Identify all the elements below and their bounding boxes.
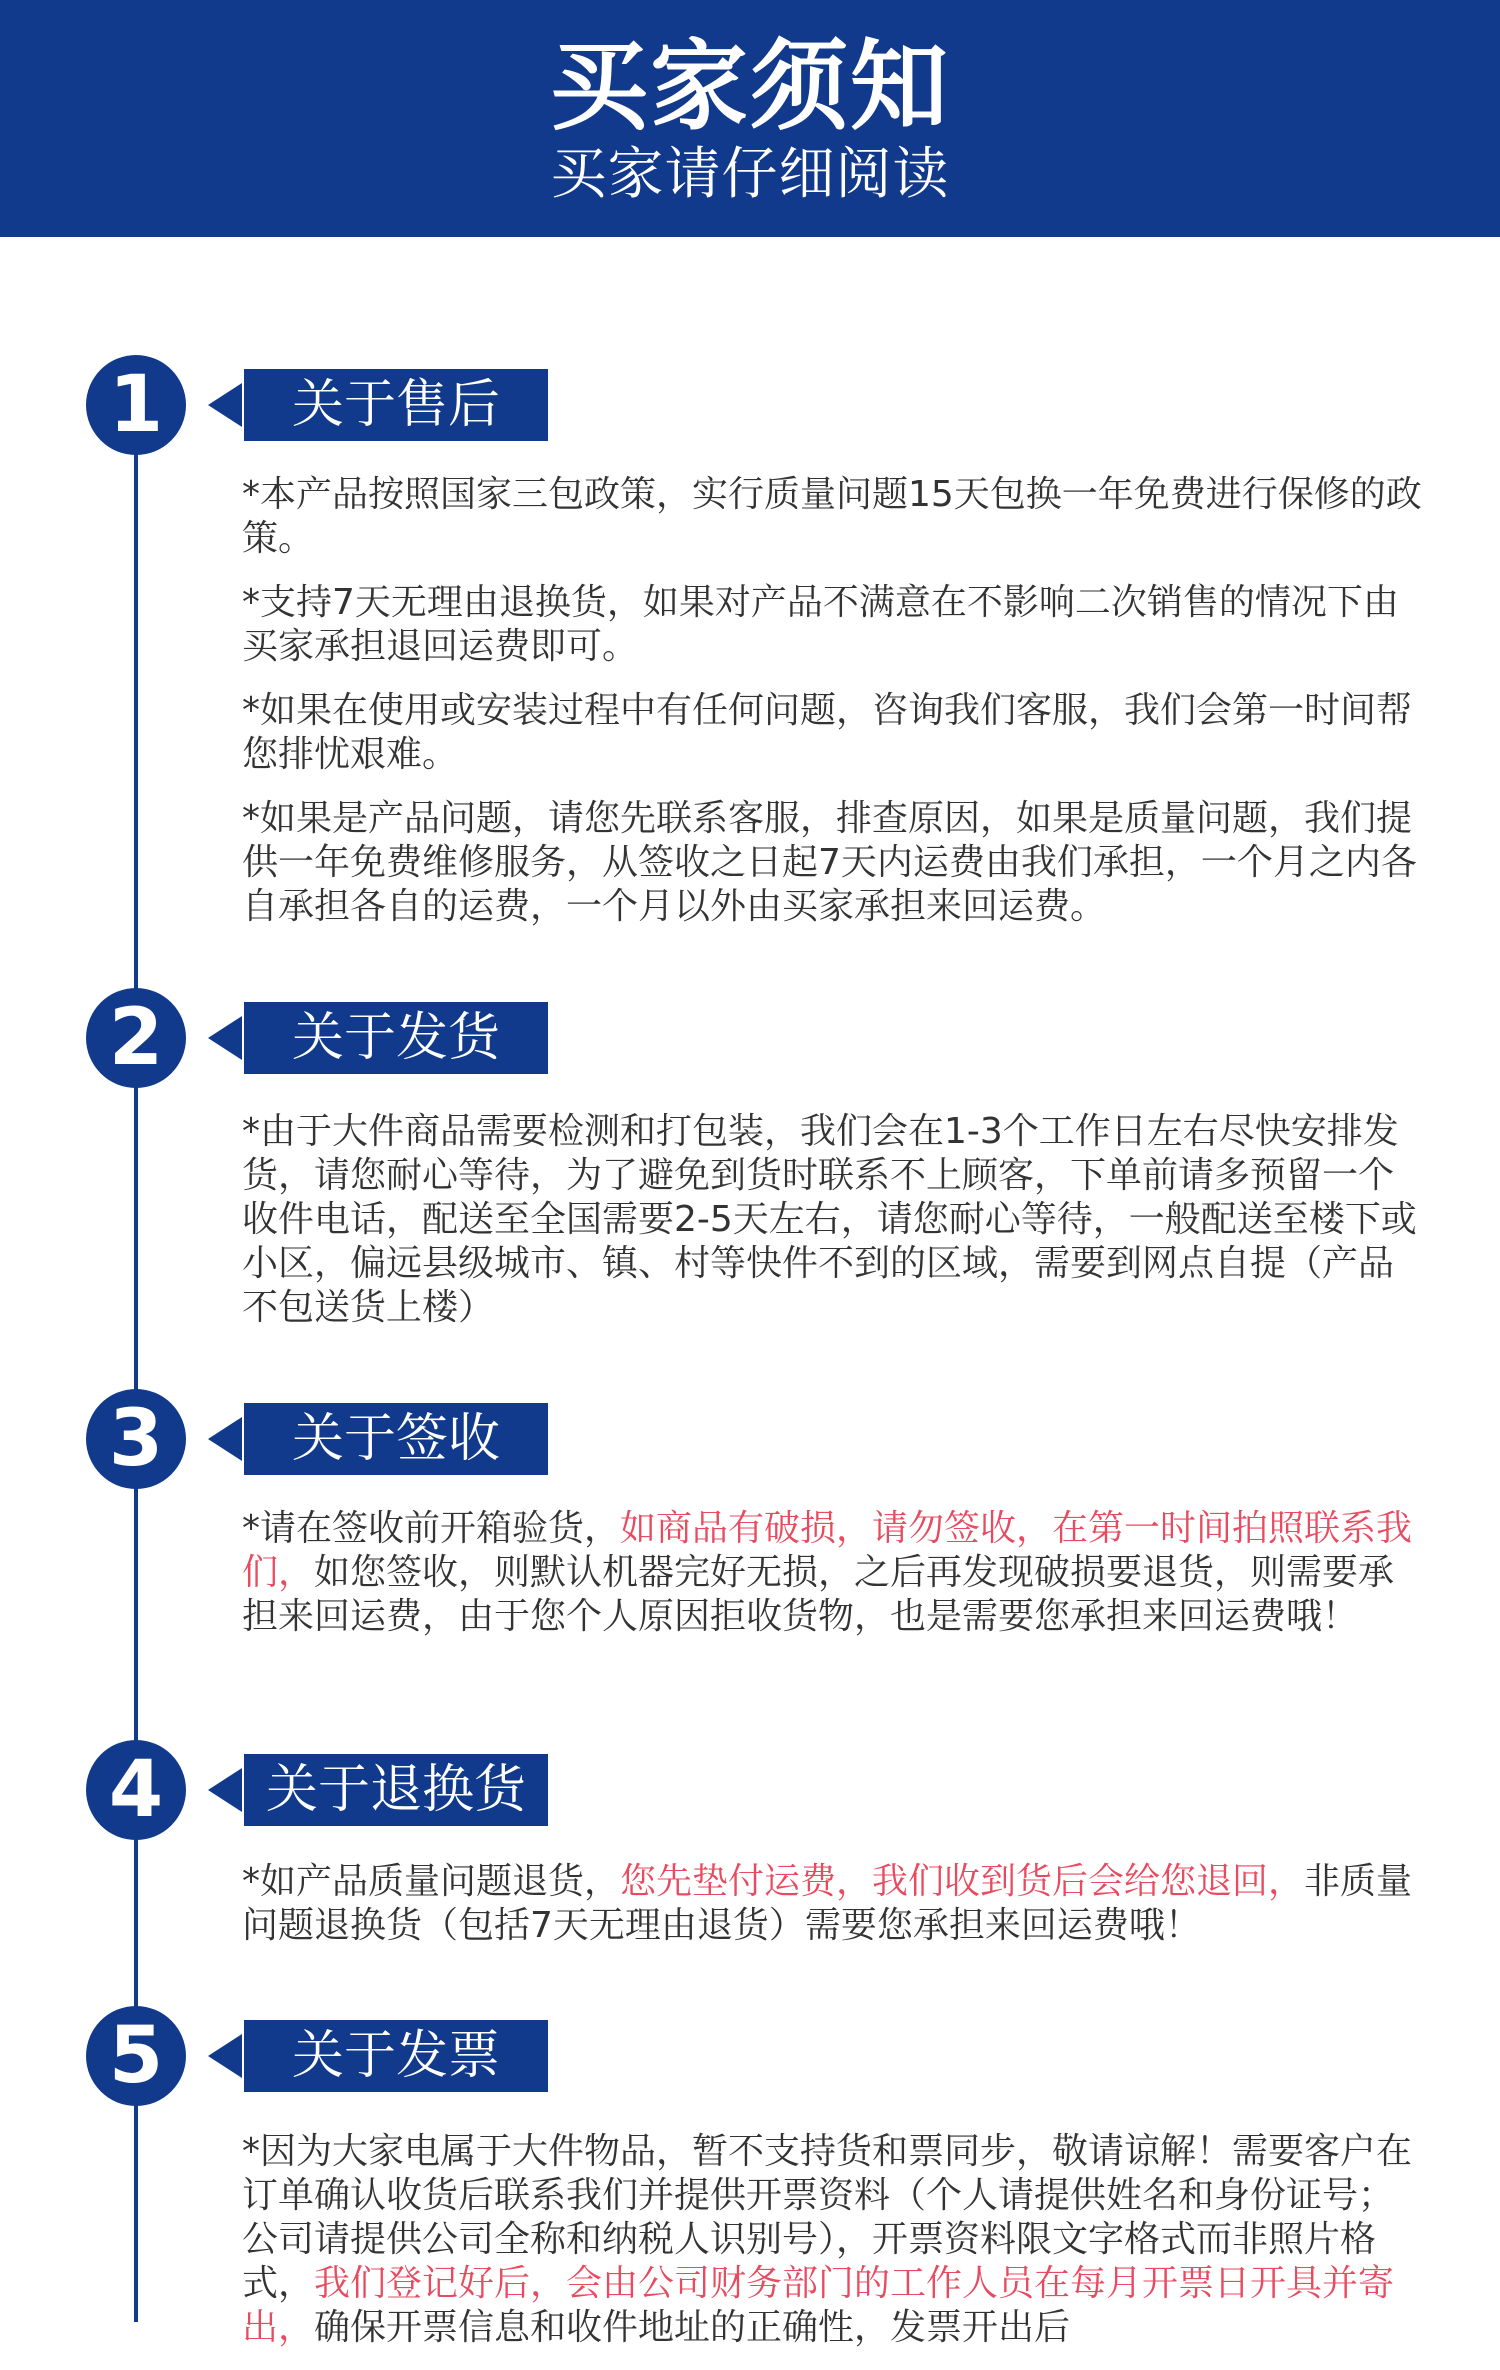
pointer-arrow-icon [208,383,242,427]
paragraph: *因为大家电属于大件物品，暂不支持货和票同步，敬请谅解！需要客户在订单确认收货后联系我们并提供开票资料（个人请提供姓名和身份证号；公司请提供公司全称和纳税人识别号），开票资料限文字格式而非照片格式，我们登记好后，会由公司财务部门的工作人员在每月开票日开具并寄出，确保开票信息和收件地址的正确性，发票开出后 [242,2131,1413,2348]
paragraph: *如产品质量问题退货，您先垫付运费，我们收到货后会给您退回，非质量问题退换货（包括7天无理由退货）需要您承担来回运费哦！ [242,1861,1413,1946]
section-body [242,1860,1422,1968]
section-body [242,1507,1422,1659]
highlight-text: 您先垫付运费，我们收到货后会给您退回， [620,1861,1305,1902]
section-number-badge: 2 [86,988,186,1088]
section-number-badge: 3 [86,1389,186,1489]
section-body [242,1110,1422,1350]
paragraph: *支持7天无理由退换货，如果对产品不满意在不影响二次销售的情况下由买家承担退回运费即可。 [242,582,1399,667]
page-title: 买家须知 [549,30,950,144]
pointer-arrow-icon [208,1417,242,1461]
paragraph: *如果在使用或安装过程中有任何问题，咨询我们客服，我们会第一时间帮您排忧艰难。 [242,690,1413,775]
section-title: 关于发票 [244,2020,548,2092]
header-banner [0,0,1500,237]
section-title: 关于发货 [244,1002,548,1074]
page-subtitle: 买家请仔细阅读 [550,142,950,207]
section-number-badge: 4 [86,1740,186,1840]
section-title: 关于退换货 [244,1754,548,1826]
paragraph: *由于大件商品需要检测和打包装，我们会在1-3个工作日左右尽快安排发货，请您耐心等待，为了避免到货时联系不上顾客，下单前请多预留一个收件电话，配送至全国需要2-5天左右，请您耐心等待，一般配送至楼下或小区，偏远县级城市、镇、村等快件不到的区域，需要到网点自提（产品不包送货上楼） [242,1111,1417,1328]
pointer-arrow-icon [208,1016,242,1060]
highlight-text: 如商品有破损，请勿签收，在第一时间拍照联系我们， [242,1508,1413,1593]
section-number-badge: 1 [86,355,186,455]
section-body [242,2130,1422,2370]
section-body [242,473,1422,949]
paragraph: *如果是产品问题，请您先联系客服，排查原因，如果是质量问题，我们提供一年免费维修服务，从签收之日起7天内运费由我们承担，一个月之内各自承担各自的运费，一个月以外由买家承担来回运费。 [242,798,1417,927]
paragraph: *请在签收前开箱验货，如商品有破损，请勿签收，在第一时间拍照联系我们，如您签收，则默认机器完好无损，之后再发现破损要退货，则需要承担来回运费，由于您个人原因拒收货物，也是需要您承担来回运费哦！ [242,1508,1413,1637]
section-number-badge: 5 [86,2006,186,2106]
pointer-arrow-icon [208,2034,242,2078]
paragraph: *本产品按照国家三包政策，实行质量问题15天包换一年免费进行保修的政策。 [242,474,1422,559]
pointer-arrow-icon [208,1768,242,1812]
section-title: 关于售后 [244,369,548,441]
highlight-text: 我们登记好后，会由公司财务部门的工作人员在每月开票日开具并寄出， [242,2263,1395,2348]
section-title: 关于签收 [244,1403,548,1475]
